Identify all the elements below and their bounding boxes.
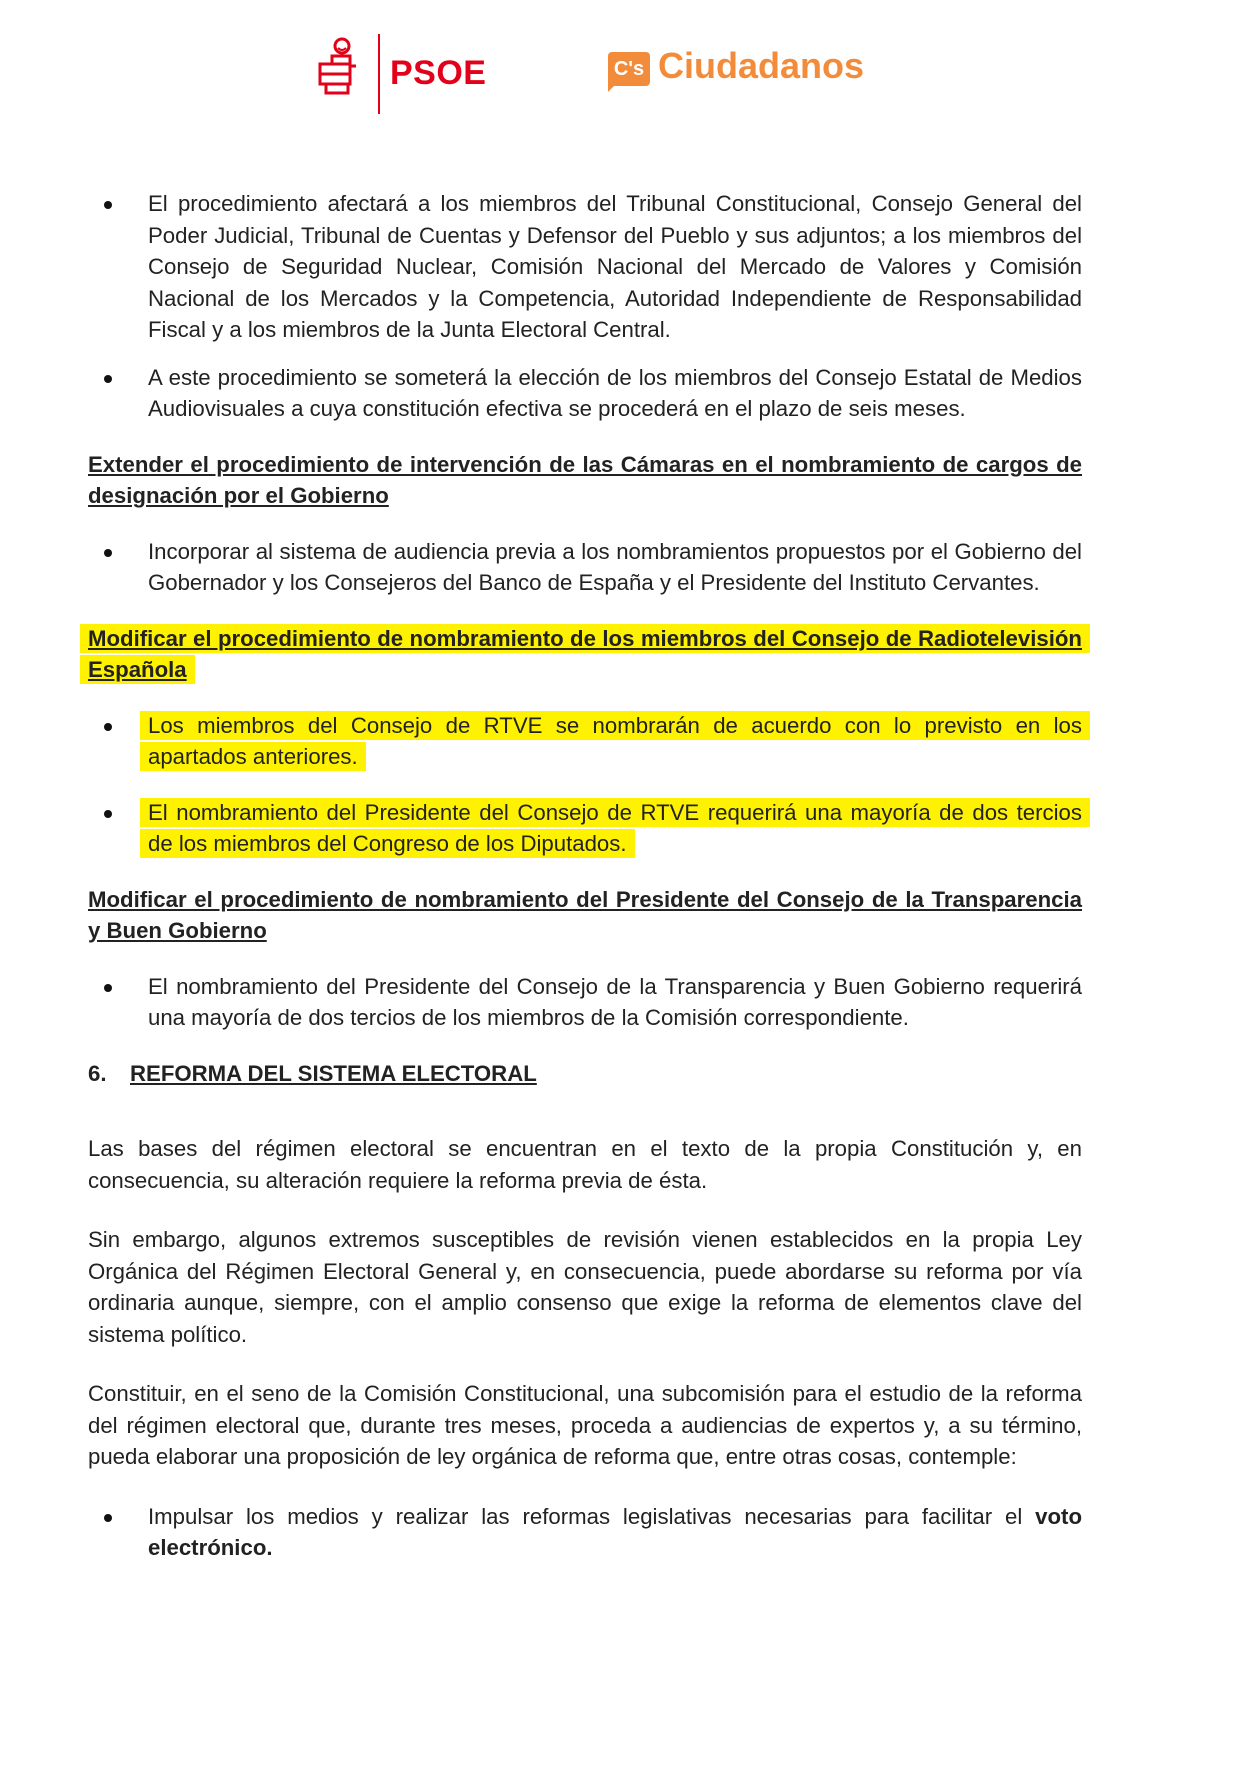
highlighted-text: Los miembros del Consejo de RTVE se nombrarán de acuerdo con lo previsto en los apartados anteriores. [140,711,1090,772]
bullet-icon [104,984,112,992]
paragraph: Las bases del régimen electoral se encuentran en el texto de la propia Constitución y, en consecuencia, su alteración requiere la reforma previa de ésta. [88,1136,1082,1193]
ciudadanos-logo-text: Ciudadanos [658,45,865,86]
ciudadanos-badge-tail [608,84,616,92]
list-item [88,710,1082,773]
list-item-text: Incorporar al sistema de audiencia previa a los nombramientos propuestos por el Gobierno del Gobernador y los Consejeros del Banco de España y el Presidente del Instituto Cervantes. [148,538,1082,595]
paragraph: Constituir, en el seno de la Comisión Constitucional, una subcomisión para el estudio de la reforma del régimen electoral que, durante tres meses, proceda a audiencias de expertos y, a su término, pueda elaborar una proposición de ley orgánica de reforma que, entre otras cosas, contemple: [88,1381,1082,1469]
paragraph: Sin embargo, algunos extremos susceptibles de revisión vienen establecidos en la propia Ley Orgánica del Régimen Electoral General y, en consecuencia, puede abordarse su reforma por vía ordinaria aunque, siempre, con el amplio consenso que exige la reforma de elementos clave del sistema político. [88,1227,1082,1347]
list-item [88,362,1082,425]
bullet-icon [104,549,112,557]
bullet-icon [104,1514,112,1522]
psoe-logo-divider [378,34,380,114]
highlighted-text: Modificar el procedimiento de nombramiento de los miembros del Consejo de Radiotelevisión Española [80,624,1090,685]
document-body [88,188,1082,1564]
section-heading-rtve [88,623,1082,686]
highlighted-text: El nombramiento del Presidente del Consejo de RTVE requerirá una mayoría de dos tercios de los miembros del Congreso de los Diputados. [140,798,1090,859]
list-item [88,1501,1082,1564]
section-heading-transparencia: Modificar el procedimiento de nombramiento del Presidente del Consejo de la Transparencia y Buen Gobierno [88,886,1082,943]
section-number: 6. [88,1060,107,1086]
section-title-label: REFORMA DEL SISTEMA ELECTORAL [130,1060,537,1086]
bullet-icon [104,723,112,731]
document-header [0,0,1260,130]
list-item-text: A este procedimiento se someterá la elección de los miembros del Consejo Estatal de Medios Audiovisuales a cuya constitución efectiva se procederá en el plazo de seis meses. [148,364,1082,421]
list-item [88,971,1082,1034]
list-item [88,797,1082,860]
list-item-bold-text: voto electrónico. [148,1503,1082,1560]
bullet-icon [104,810,112,818]
section-title [88,1058,1082,1090]
list-item-text: El nombramiento del Presidente del Consejo de la Transparencia y Buen Gobierno requerirá una mayoría de dos tercios de los miembros de la Comisión correspondiente. [148,973,1082,1030]
psoe-logo-text: PSOE [390,54,487,92]
bullet-icon [104,201,112,209]
list-item [88,188,1082,346]
list-item [88,536,1082,599]
psoe-rose-fist-logo-icon [316,36,360,96]
list-item-text: Impulsar los medios y realizar las reformas legislativas necesarias para facilitar el [148,1503,1036,1529]
list-item-text: El procedimiento afectará a los miembros del Tribunal Constitucional, Consejo General del Poder Judicial, Tribunal de Cuentas y Defensor del Pueblo y sus adjuntos; a los miembros del Consejo de Seguridad Nuclear, Comisión Nacional del Mercado de Valores y Comisión Nacional de los Mercados y la Competencia, Autoridad Independiente de Responsabilidad Fiscal y a los miembros de la Junta Electoral Central. [148,191,1082,342]
bullet-icon [104,375,112,383]
section-heading-extender: Extender el procedimiento de intervención de las Cámaras en el nombramiento de cargos de designación por el Gobierno [88,451,1082,508]
ciudadanos-badge-icon: C's [608,52,650,86]
